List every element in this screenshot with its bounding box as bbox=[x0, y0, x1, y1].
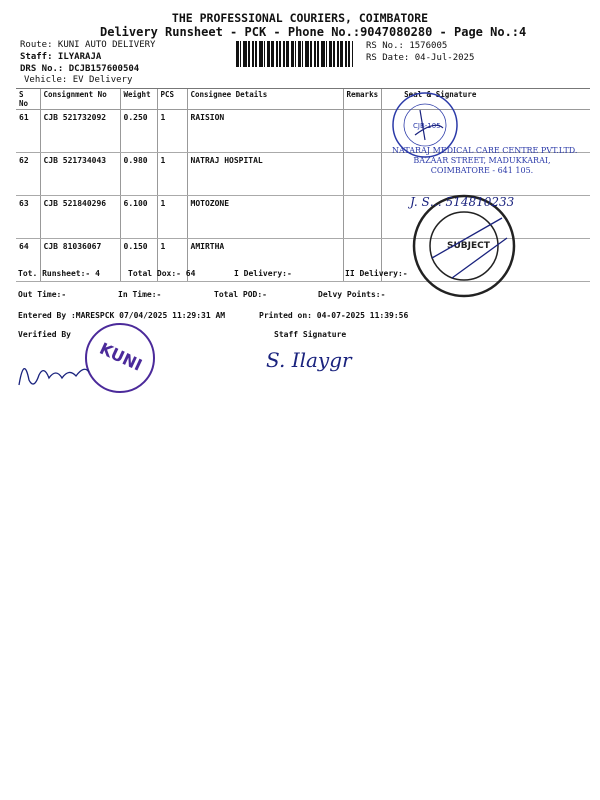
sno: 63 bbox=[16, 196, 40, 239]
weight: 0.250 bbox=[120, 110, 157, 153]
col-consignee: Consignee Details bbox=[187, 89, 343, 110]
barcode-bar bbox=[330, 41, 332, 67]
staff-signature: S. Ilaygr bbox=[266, 348, 352, 372]
pcs: 1 bbox=[157, 239, 187, 282]
drs-no: DRS No.: DCJB157600504 bbox=[20, 64, 140, 74]
consignment-no: CJB 521732092 bbox=[40, 110, 120, 153]
col-seal: Seal & Signature bbox=[382, 89, 590, 110]
col-consignment: Consignment No bbox=[40, 89, 120, 110]
col-weight: Weight bbox=[120, 89, 157, 110]
barcode-bar bbox=[326, 41, 327, 67]
sno: 64 bbox=[16, 239, 40, 282]
consignment-no: CJB 521840296 bbox=[40, 196, 120, 239]
pcs: 1 bbox=[157, 196, 187, 239]
tot-runsheet: Tot. Runsheet:- 4 bbox=[18, 269, 100, 278]
ii-delivery: II Delivery:- bbox=[345, 269, 408, 278]
barcode-bar bbox=[322, 41, 325, 67]
total-dox: Total Dox:- 64 bbox=[128, 269, 196, 278]
rs-date: RS Date: 04-Jul-2025 bbox=[366, 53, 475, 63]
barcode-bar bbox=[271, 41, 274, 67]
verifier-signature bbox=[14, 350, 94, 394]
table-header bbox=[16, 89, 590, 110]
entered-by: Entered By :MARESPCK 07/04/2025 11:29:31 AM bbox=[18, 311, 226, 320]
sno: 62 bbox=[16, 153, 40, 196]
barcode-bar bbox=[284, 41, 285, 67]
printed-on: Printed on: 04-07-2025 11:39:56 bbox=[259, 311, 409, 320]
barcode-bar bbox=[253, 41, 254, 67]
remarks bbox=[343, 196, 382, 239]
weight: 6.100 bbox=[120, 196, 157, 239]
consignee: MOTOZONE bbox=[187, 196, 343, 239]
sno: 61 bbox=[16, 110, 40, 153]
nataraj-stamp: NATARAJ MEDICAL CARE CENTRE PVT.LTD. BAZAAR STREET, MADUKKARAI, COIMBATORE - 641 105. bbox=[392, 146, 578, 175]
vehicle: Vehicle: EV Delivery bbox=[24, 75, 133, 85]
barcode-bar bbox=[352, 41, 353, 67]
weight: 0.150 bbox=[120, 239, 157, 282]
handwritten-phone: J. S… 514810233 bbox=[410, 195, 515, 209]
pcs: 1 bbox=[157, 153, 187, 196]
total-pod: Total POD:- bbox=[214, 290, 267, 299]
barcode-bar bbox=[300, 41, 301, 67]
rs-no: RS No.: 1576005 bbox=[366, 41, 448, 51]
staff: Staff: ILYARAJA bbox=[20, 52, 102, 62]
svg-text:KUNI: KUNI bbox=[96, 338, 145, 375]
svg-text:SUBJECT: SUBJECT bbox=[447, 241, 490, 251]
delvy-points: Delvy Points:- bbox=[318, 290, 386, 299]
company-title: THE PROFESSIONAL COURIERS, COIMBATORE bbox=[171, 11, 429, 25]
remarks bbox=[343, 110, 382, 153]
svg-text:CJB-105: CJB-105 bbox=[413, 122, 441, 130]
barcode-bar bbox=[302, 41, 303, 67]
barcode-bar bbox=[315, 41, 316, 67]
runsheet-subtitle: Delivery Runsheet - PCK - Phone No.:9047080280 - Page No.:4 bbox=[100, 25, 527, 39]
pcs: 1 bbox=[157, 110, 187, 153]
consignee: RAISION bbox=[187, 110, 343, 153]
barcode-bar bbox=[286, 41, 289, 67]
col-pcs: PCS bbox=[157, 89, 187, 110]
barcode-bar bbox=[246, 41, 247, 67]
barcode-bar bbox=[277, 41, 278, 67]
barcode-bar bbox=[340, 41, 343, 67]
remarks bbox=[343, 153, 382, 196]
barcode-bar bbox=[308, 41, 309, 67]
verified-by: Verified By bbox=[18, 330, 71, 339]
i-delivery: I Delivery:- bbox=[234, 269, 292, 278]
staff-signature-label: Staff Signature bbox=[274, 330, 347, 339]
barcode-bar bbox=[269, 41, 270, 67]
barcode-bar bbox=[310, 41, 312, 67]
barcode-bar bbox=[317, 41, 319, 67]
barcode-bar bbox=[262, 41, 263, 67]
consignee: AMIRTHA bbox=[187, 239, 343, 282]
barcode-bar bbox=[279, 41, 281, 67]
barcode-bar bbox=[338, 41, 339, 67]
barcode-bar bbox=[255, 41, 257, 67]
weight: 0.980 bbox=[120, 153, 157, 196]
barcode-bar bbox=[248, 41, 250, 67]
barcode-bar bbox=[346, 41, 347, 67]
consignment-no: CJB 521734043 bbox=[40, 153, 120, 196]
barcode-bar bbox=[348, 41, 350, 67]
col-sno: S No bbox=[16, 89, 40, 110]
col-remarks: Remarks bbox=[343, 89, 382, 110]
barcode bbox=[236, 41, 360, 67]
consignment-no: CJB 81036067 bbox=[40, 239, 120, 282]
out-time: Out Time:- bbox=[18, 290, 67, 299]
barcode-bar bbox=[240, 41, 241, 67]
barcode-bar bbox=[238, 41, 239, 67]
barcode-bar bbox=[293, 41, 294, 67]
route: Route: KUNI AUTO DELIVERY bbox=[20, 40, 156, 50]
barcode-bar bbox=[295, 41, 296, 67]
in-time: In Time:- bbox=[118, 290, 162, 299]
barcode-bar bbox=[264, 41, 265, 67]
barcode-bar bbox=[333, 41, 335, 67]
consignee: NATRAJ HOSPITAL bbox=[187, 153, 343, 196]
